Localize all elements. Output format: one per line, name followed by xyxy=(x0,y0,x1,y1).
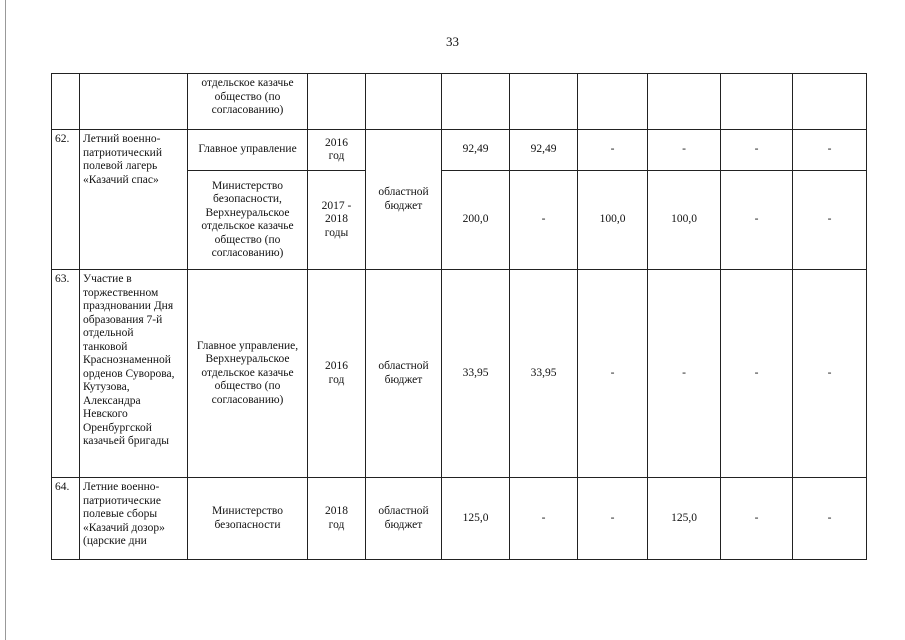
cell-executor: Главное управление, Верхнеуральское отдельское казачье общество (по согласованию) xyxy=(188,270,308,478)
program-activities-table xyxy=(51,73,867,560)
cell-total: 33,95 xyxy=(442,270,510,478)
cell-source: областной бюджет xyxy=(366,478,442,560)
cell-num xyxy=(52,74,80,130)
cell-y2020 xyxy=(793,74,867,130)
cell-num: 62. xyxy=(52,130,80,270)
cell-executor: Министерство безопасности, Верхнеуральское отдельское казачье общество (по согласованию) xyxy=(188,171,308,270)
cell-y2018: 100,0 xyxy=(648,171,721,270)
cell-y2018: - xyxy=(648,270,721,478)
cell-name: Летний военно- патриотический полевой лагерь «Казачий спас» xyxy=(80,130,188,270)
cell-total: 125,0 xyxy=(442,478,510,560)
table-row-63 xyxy=(52,270,867,478)
cell-total xyxy=(442,74,510,130)
cell-y2016: 33,95 xyxy=(510,270,578,478)
cell-period: 2016 год xyxy=(308,270,366,478)
cell-y2019: - xyxy=(721,171,793,270)
cell-period: 2017 - 2018 годы xyxy=(308,171,366,270)
cell-period xyxy=(308,74,366,130)
cell-name: Участие в торжественном праздновании Дня образования 7-й отдельной танковой Краснознаменной орденов Суворова, Кутузова, Александра Невского Оренбургской казачьей бригады xyxy=(80,270,188,478)
cell-total: 92,49 xyxy=(442,130,510,171)
cell-source: областной бюджет xyxy=(366,130,442,270)
page-edge-line xyxy=(5,0,6,640)
cell-period: 2018 год xyxy=(308,478,366,560)
cell-y2018: 125,0 xyxy=(648,478,721,560)
cell-y2018 xyxy=(648,74,721,130)
cell-num: 64. xyxy=(52,478,80,560)
cell-total: 200,0 xyxy=(442,171,510,270)
cell-source: областной бюджет xyxy=(366,270,442,478)
cell-executor: Главное управление xyxy=(188,130,308,171)
cell-name xyxy=(80,74,188,130)
table-row-62 xyxy=(52,130,867,171)
cell-y2020: - xyxy=(793,171,867,270)
cell-y2016: 92,49 xyxy=(510,130,578,171)
cell-num: 63. xyxy=(52,270,80,478)
cell-y2019: - xyxy=(721,270,793,478)
cell-name: Летние военно- патриотические полевые сборы «Казачий дозор» (царские дни xyxy=(80,478,188,560)
cell-y2020: - xyxy=(793,130,867,171)
cell-y2017: - xyxy=(578,270,648,478)
cell-y2017 xyxy=(578,74,648,130)
cell-y2016 xyxy=(510,74,578,130)
cell-y2020: - xyxy=(793,478,867,560)
cell-source xyxy=(366,74,442,130)
table-row-continuation xyxy=(52,74,867,130)
cell-y2017: - xyxy=(578,130,648,171)
cell-y2020: - xyxy=(793,270,867,478)
cell-period: 2016 год xyxy=(308,130,366,171)
cell-executor: Министерство безопасности xyxy=(188,478,308,560)
cell-y2019: - xyxy=(721,130,793,171)
cell-y2018: - xyxy=(648,130,721,171)
cell-y2017: - xyxy=(578,478,648,560)
cell-y2019 xyxy=(721,74,793,130)
cell-y2017: 100,0 xyxy=(578,171,648,270)
page-number: 33 xyxy=(446,34,459,49)
cell-y2016: - xyxy=(510,478,578,560)
table-row-64 xyxy=(52,478,867,560)
cell-y2016: - xyxy=(510,171,578,270)
cell-executor: отдельское казачье общество (по согласованию) xyxy=(188,74,308,130)
cell-y2019: - xyxy=(721,478,793,560)
